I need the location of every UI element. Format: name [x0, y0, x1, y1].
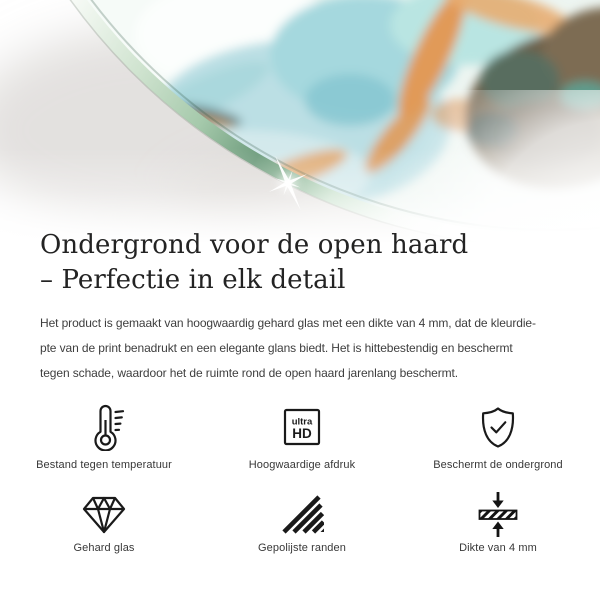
ultra-hd-text-bottom: HD	[292, 426, 312, 441]
description-line: tegen schade, waardoor het de ruimte rond de open haard jarenlang beschermt.	[40, 366, 459, 380]
glass-panel-illustration	[0, 0, 600, 248]
product-text-block	[0, 228, 600, 554]
feature-grid	[0, 402, 600, 554]
feature-label: Hoogwaardige afdruk	[248, 459, 356, 471]
page-title-line-2: – Perfectie in elk detail	[40, 265, 346, 295]
ultra-hd-icon	[282, 402, 322, 452]
feature-temperature	[0, 402, 208, 471]
feature-print-quality	[208, 402, 396, 471]
shield-check-icon	[476, 402, 520, 452]
product-description	[40, 311, 600, 386]
feature-protection	[396, 402, 600, 471]
feature-tempered-glass	[0, 493, 208, 554]
product-hero-image	[0, 0, 600, 248]
ultra-hd-text-top: ultra	[291, 416, 313, 428]
description-line: Het product is gemaakt van hoogwaardig gehard glas met een dikte van 4 mm, dat de kleurdie-	[40, 316, 536, 330]
thickness-4mm-icon	[474, 493, 522, 535]
feature-label: Beschermt de ondergrond	[433, 459, 563, 471]
feature-label: Gehard glas	[73, 542, 135, 554]
feature-thickness	[396, 493, 600, 554]
page-title	[40, 228, 600, 298]
diamond-icon	[81, 493, 127, 535]
feature-label: Dikte van 4 mm	[459, 542, 537, 554]
corner-fade	[380, 90, 600, 248]
polished-edges-icon	[280, 493, 324, 535]
page-title-line-1: Ondergrond voor de open haard	[40, 230, 469, 260]
feature-polished-edges	[208, 493, 396, 554]
description-line: pte van de print benadrukt en een elegante glans biedt. Het is hittebestendig en beschermt	[40, 341, 513, 355]
thermometer-icon	[80, 402, 128, 452]
feature-label: Gepolijste randen	[258, 542, 346, 554]
feature-label: Bestand tegen temperatuur	[36, 459, 172, 471]
